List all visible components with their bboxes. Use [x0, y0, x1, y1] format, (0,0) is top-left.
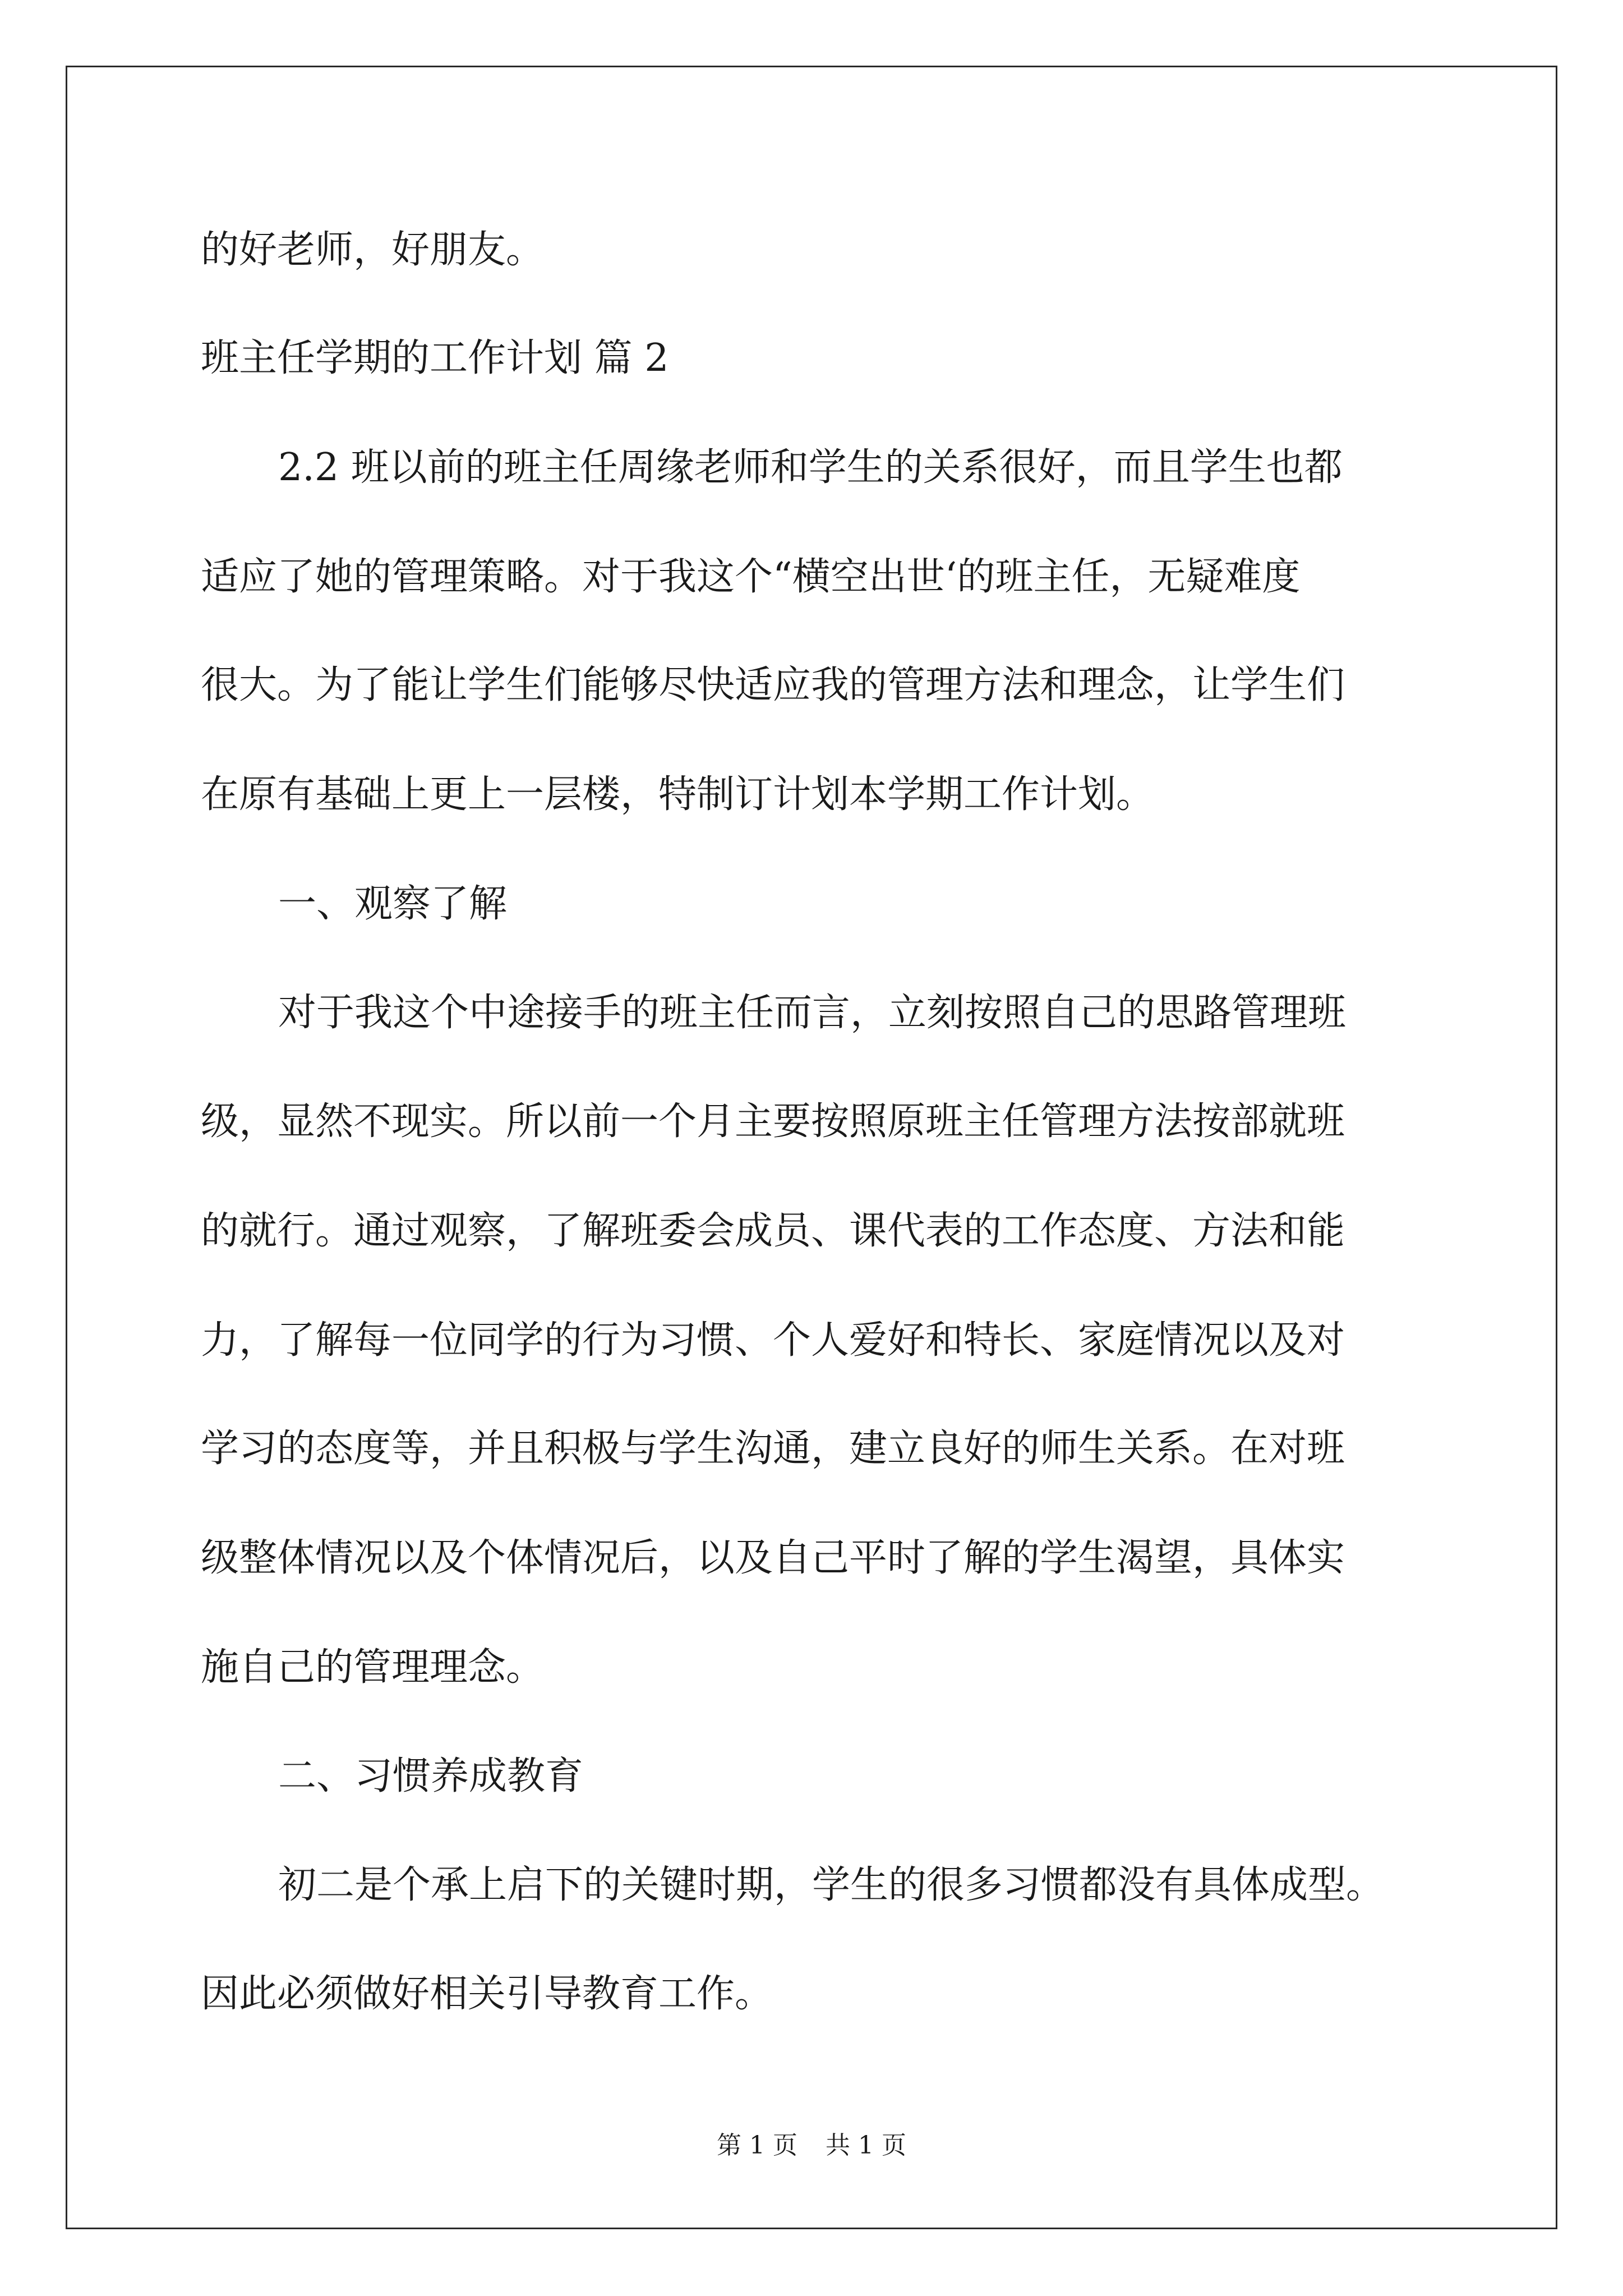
text-line-6: 在原有基础上更上一层楼，特制订计划本学期工作计划。 — [201, 772, 1155, 817]
text-line-12: 学习的态度等，并且积极与学生沟通，建立良好的师生关系。在对班 — [201, 1427, 1345, 1471]
text-line-8: 对于我这个中途接手的班主任而言，立刻按照自己的思路管理班 — [278, 991, 1347, 1035]
subheading-habits: 二、习惯养成教育 — [278, 1754, 584, 1798]
text-line-4: 适应了她的管理策略。对于我这个“横空出世‘的班主任，无疑难度 — [201, 555, 1301, 599]
text-line-9: 级，显然不现实。所以前一个月主要按照原班主任管理方法按部就班 — [201, 1099, 1345, 1144]
text-line-1: 的好老师，好朋友。 — [201, 228, 545, 272]
text-line-10: 的就行。通过观察，了解班委会成员、课代表的工作态度、方法和能 — [201, 1209, 1345, 1253]
text-line-13: 级整体情况以及个体情况后，以及自己平时了解的学生渴望，具体实 — [201, 1536, 1345, 1580]
text-line-5: 很大。为了能让学生们能够尽快适应我的管理方法和理念，让学生们 — [201, 663, 1345, 707]
subheading-observe: 一、观察了解 — [278, 882, 508, 926]
text-line-11: 力，了解每一位同学的行为习惯、个人爱好和特长、家庭情况以及对 — [201, 1318, 1345, 1363]
section-heading-plan-2: 班主任学期的工作计划 篇 2 — [201, 336, 669, 380]
text-line-3: 2.2 班以前的班主任周缘老师和学生的关系很好，而且学生也都 — [278, 445, 1343, 490]
text-line-16: 初二是个承上启下的关键时期，学生的很多习惯都没有具体成型。 — [278, 1863, 1385, 1907]
text-line-14: 施自己的管理理念。 — [201, 1645, 545, 1690]
page-footer — [0, 2133, 1623, 2158]
page-total: 共 1 页 — [826, 2131, 906, 2160]
text-line-17: 因此必须做好相关引导教育工作。 — [201, 1972, 773, 2016]
page-number: 第 1 页 — [717, 2131, 797, 2160]
